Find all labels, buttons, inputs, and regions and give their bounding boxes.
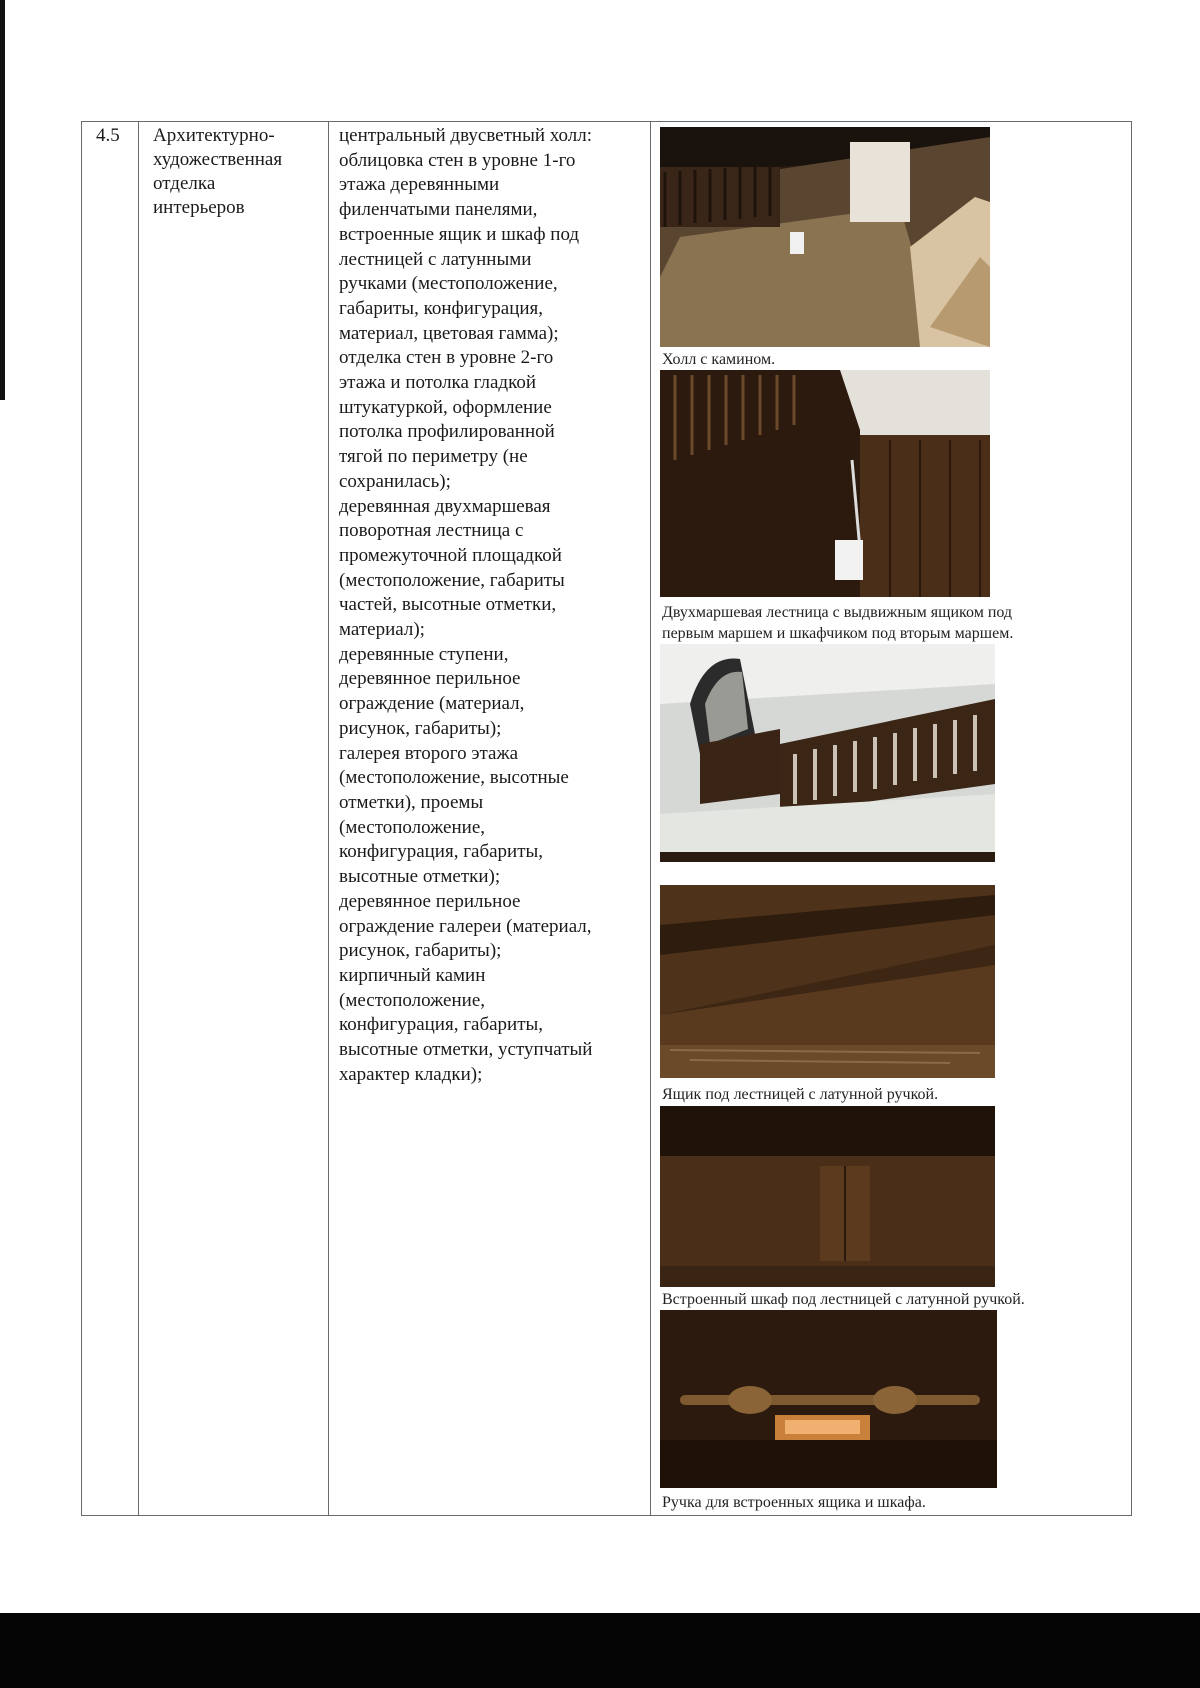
photo-hall-fireplace	[660, 127, 990, 347]
row-description	[329, 122, 651, 1516]
description-line: сохранилась);	[339, 470, 451, 492]
photo-staircase	[660, 370, 990, 597]
photo-caption: Встроенный шкаф под лестницей с латунной ручкой.	[662, 1291, 1025, 1308]
description-line: материал);	[339, 619, 425, 641]
scan-edge-mark	[0, 0, 5, 400]
description-line: габариты, конфигурация,	[339, 297, 544, 319]
description-line: тягой по периметру (не	[339, 446, 528, 468]
description-line: ручками (местоположение,	[339, 273, 558, 295]
description-line: рисунок, габариты);	[339, 940, 502, 962]
description-line: конфигурация, габариты,	[339, 1014, 544, 1036]
description-line: характер кладки);	[339, 1063, 483, 1085]
description-line: (местоположение, габариты	[339, 569, 565, 591]
description-line: отделка стен в уровне 2-го	[339, 347, 554, 369]
description-line: деревянная двухмаршевая	[339, 495, 551, 517]
description-line: центральный двусветный холл:	[339, 125, 593, 146]
description-line: штукатуркой, оформление	[339, 396, 552, 418]
description-line: этажа деревянными	[339, 174, 500, 196]
description-line: материал, цветовая гамма);	[339, 322, 559, 344]
photo-caption: Холл с камином.	[662, 351, 776, 368]
description-line: (местоположение, высотные	[339, 767, 569, 789]
description-line: (местоположение,	[339, 816, 485, 838]
description-line: ограждение галереи (материал,	[339, 915, 592, 937]
description-line: галерея второго этажа	[339, 742, 519, 764]
photo-caption: Двухмаршевая лестница с выдвижным ящиком под	[662, 604, 1013, 621]
description-line: этажа и потолка гладкой	[339, 372, 537, 394]
description-line: филенчатыми панелями,	[339, 199, 538, 221]
description-line: конфигурация, габариты,	[339, 841, 544, 863]
description-line: поворотная лестница с	[339, 520, 524, 542]
title-line: интерьеров	[153, 197, 245, 218]
row-title	[139, 122, 329, 1516]
photo-cupboard	[660, 1106, 995, 1287]
photo-gallery	[660, 644, 995, 862]
title-line: отделка	[153, 173, 216, 194]
description-line: лестницей с латунными	[339, 248, 532, 270]
title-line: художественная	[153, 149, 283, 170]
description-line: деревянное перильное	[339, 890, 521, 912]
description-line: ограждение (материал,	[339, 693, 525, 715]
description-line: высотные отметки);	[339, 866, 501, 888]
description-line: высотные отметки, уступчатый	[339, 1039, 593, 1061]
description-line: деревянное перильное	[339, 668, 521, 690]
photo-handle	[660, 1310, 997, 1488]
description-line: облицовка стен в уровне 1-го	[339, 149, 576, 171]
row-number: 4.5	[82, 122, 139, 1516]
description-line: промежуточной площадкой	[339, 544, 562, 566]
description-line: (местоположение,	[339, 989, 485, 1011]
title-line: Архитектурно-	[153, 125, 275, 146]
description-line: деревянные ступени,	[339, 643, 509, 665]
description-line: отметки), проемы	[339, 791, 484, 813]
description-line: встроенные ящик и шкаф под	[339, 223, 580, 245]
description-line: рисунок, габариты);	[339, 717, 502, 739]
scan-bottom-edge	[0, 1613, 1200, 1688]
description-line: кирпичный камин	[339, 964, 486, 986]
photo-caption: первым маршем и шкафчиком под вторым маршем.	[662, 625, 1014, 642]
description-line: потолка профилированной	[339, 421, 555, 443]
photo-caption: Ручка для встроенных ящика и шкафа.	[662, 1494, 926, 1511]
photo-caption: Ящик под лестницей с латунной ручкой.	[662, 1086, 939, 1103]
photo-drawer	[660, 885, 995, 1078]
description-line: частей, высотные отметки,	[339, 594, 557, 616]
